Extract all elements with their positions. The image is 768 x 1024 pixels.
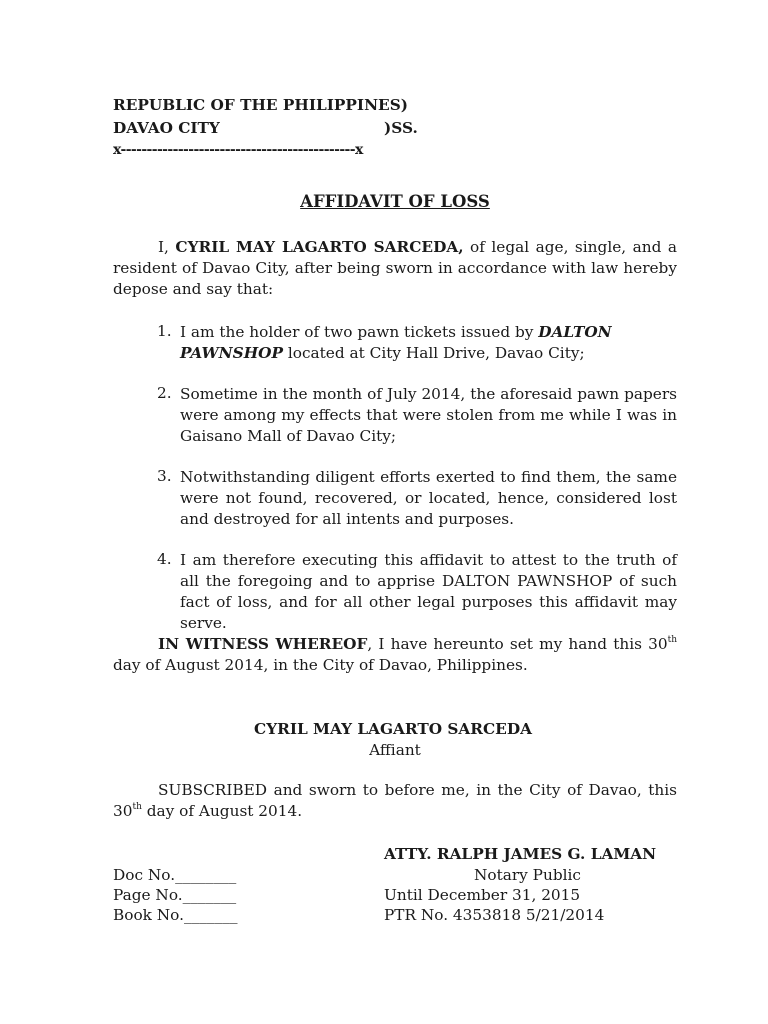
affiant-role: Affiant <box>369 741 421 759</box>
header-city: DAVAO CITY <box>113 119 220 137</box>
affiant-name-inline: CYRIL MAY LAGARTO SARCEDA, <box>175 238 464 256</box>
item-number: 1. <box>157 322 172 340</box>
pawnshop-name: DALTON PAWNSHOP <box>180 323 612 362</box>
item-text: Sometime in the month of July 2014, the aforesaid pawn papers were among my effects that were stolen from me while I was in Gaisano Mall of Davao City; <box>180 385 677 445</box>
intro-paragraph <box>113 237 677 300</box>
subscribed-text: SUBSCRIBED and sworn to before me, in the City of Davao, this 30 <box>113 781 677 820</box>
notary-name: ATTY. RALPH JAMES G. LAMAN <box>384 845 657 863</box>
header-republic: REPUBLIC OF THE PHILIPPINES) <box>113 96 408 114</box>
witness-text: , I have hereunto set my hand this 30 <box>367 635 668 653</box>
header-ss: )SS. <box>384 119 418 137</box>
item-text <box>180 322 677 364</box>
page-number-field: Page No._______ <box>113 886 237 904</box>
affiant-name: CYRIL MAY LAGARTO SARCEDA <box>254 720 532 738</box>
notary-ptr: PTR No. 4353818 5/21/2014 <box>384 906 605 924</box>
witness-text-end: day of August 2014, in the City of Davao, Philippines. <box>113 656 528 674</box>
subscribed-text-end: day of August 2014. <box>141 802 303 820</box>
item-text-after: located at City Hall Drive, Davao City; <box>283 344 585 362</box>
witness-bold: IN WITNESS WHEREOF <box>158 635 368 653</box>
item-number: 2. <box>157 384 172 402</box>
notary-commission: Until December 31, 2015 <box>384 886 581 904</box>
item-number: 3. <box>157 467 172 485</box>
subscribed-paragraph <box>113 780 677 822</box>
intro-prefix: I, <box>158 238 176 256</box>
document-title: AFFIDAVIT OF LOSS <box>300 192 490 211</box>
list-item <box>157 467 677 530</box>
subscribed-sup: th <box>132 802 142 812</box>
header-separator: x---------------------------------------------x <box>113 142 363 158</box>
notary-title: Notary Public <box>474 866 581 884</box>
witness-paragraph <box>113 634 677 676</box>
doc-number-field: Doc No.________ <box>113 866 237 884</box>
item-number: 4. <box>157 550 172 568</box>
intro-text: of legal age, single, and a resident of Davao City, after being sworn in accordance with law hereby depose and say that: <box>113 238 677 298</box>
list-item <box>157 322 677 364</box>
item-text: Notwithstanding diligent efforts exerted to find them, the same were not found, recovered, or located, hence, considered lost and destroyed for all intents and purposes. <box>180 468 677 528</box>
witness-sup: th <box>667 635 677 645</box>
list-item <box>157 384 677 447</box>
item-text: I am therefore executing this affidavit to attest to the truth of all the foregoing and to apprise DALTON PAWNSHOP of such fact of loss, and for all other legal purposes this affidavit may serve. <box>180 551 677 632</box>
book-number-field: Book No._______ <box>113 906 238 924</box>
item-text-before: I am the holder of two pawn tickets issued by <box>180 323 539 341</box>
list-item <box>157 550 677 634</box>
